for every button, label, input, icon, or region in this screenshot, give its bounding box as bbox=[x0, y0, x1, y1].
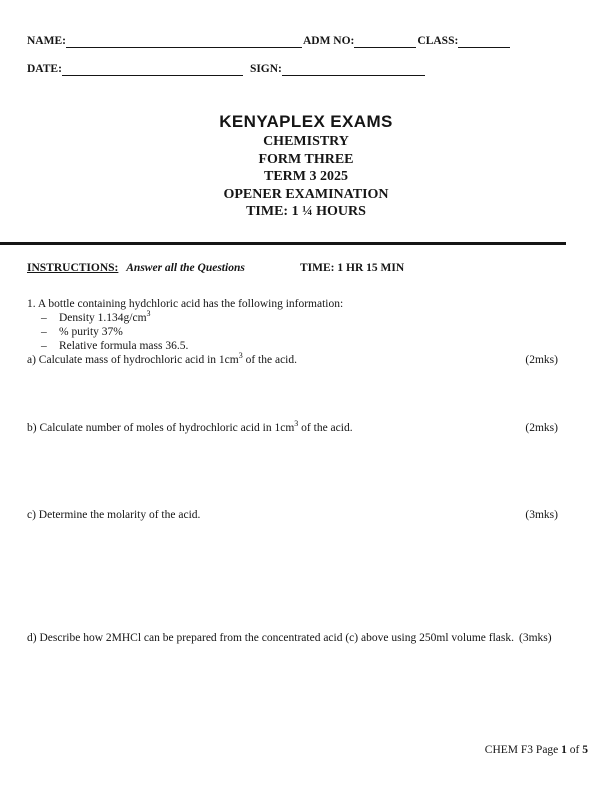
name-label: NAME: bbox=[27, 35, 66, 47]
question-1c-text: c) Determine the molarity of the acid. bbox=[27, 509, 201, 521]
question-1b-text bbox=[27, 421, 353, 435]
question-1b-row bbox=[27, 421, 558, 435]
bullet-density-superscript: 3 bbox=[146, 309, 151, 319]
question-1b-superscript: 3 bbox=[294, 419, 299, 429]
date-label: DATE: bbox=[27, 63, 62, 75]
instructions-line bbox=[27, 261, 585, 275]
exam-board-title: KENYAPLEX EXAMS bbox=[219, 112, 393, 131]
instructions-text: Answer all the Questions bbox=[126, 262, 245, 274]
bullet-density-text: Density 1.134g/cm bbox=[59, 312, 147, 324]
question-1-block bbox=[27, 297, 572, 353]
term-title: TERM 3 2025 bbox=[264, 169, 348, 184]
question-1c-row bbox=[27, 508, 558, 522]
divider-rule bbox=[0, 242, 566, 245]
page-footer bbox=[485, 744, 588, 756]
question-1a-text bbox=[27, 353, 297, 367]
class-blank-line bbox=[458, 35, 510, 48]
bullet-purity-text: % purity 37% bbox=[59, 326, 123, 338]
dash-bullet-icon: – bbox=[41, 312, 47, 324]
student-info-row-2 bbox=[27, 63, 425, 76]
question-1a-marks: (2mks) bbox=[525, 354, 558, 366]
title-block bbox=[0, 112, 612, 221]
question-1d-marks: (3mks) bbox=[519, 632, 552, 644]
question-1a-text-post: of the acid. bbox=[242, 354, 298, 366]
adm-no-blank-line bbox=[354, 35, 416, 48]
question-1-intro: 1. A bottle containing hydchloric acid has the following information: bbox=[27, 298, 344, 310]
footer-page-number: 1 bbox=[561, 744, 567, 756]
sign-blank-line bbox=[282, 63, 425, 76]
footer-total-pages: 5 bbox=[582, 744, 588, 756]
bullet-purity bbox=[27, 325, 572, 339]
class-label: CLASS: bbox=[417, 35, 459, 47]
time-allowed-title: TIME: 1 ¼ HOURS bbox=[246, 204, 366, 219]
footer-of-text: of bbox=[566, 744, 583, 756]
time-allocation-text: TIME: 1 HR 15 MIN bbox=[300, 262, 405, 274]
bullet-formula-mass-text: Relative formula mass 36.5. bbox=[59, 340, 189, 352]
dash-bullet-icon: – bbox=[41, 326, 47, 338]
question-1b-text-pre: b) Calculate number of moles of hydrochloric acid in 1cm bbox=[27, 422, 295, 434]
instructions-label: INSTRUCTIONS: bbox=[27, 262, 119, 274]
name-blank-line bbox=[66, 35, 302, 48]
question-1a-superscript: 3 bbox=[238, 351, 243, 361]
date-blank-line bbox=[62, 63, 243, 76]
question-1d-row bbox=[27, 631, 563, 645]
adm-no-label: ADM NO: bbox=[302, 35, 355, 47]
student-info-row-1 bbox=[27, 35, 510, 48]
question-1d-text: d) Describe how 2MHCl can be prepared from the concentrated acid (c) above using 250ml volume flask. bbox=[27, 632, 514, 644]
question-1b-text-post: of the acid. bbox=[298, 422, 353, 434]
bullet-density bbox=[27, 311, 572, 325]
sign-label: SIGN: bbox=[249, 63, 282, 75]
question-1b-marks: (2mks) bbox=[525, 422, 558, 434]
bullet-formula-mass bbox=[27, 339, 572, 353]
question-1a-row bbox=[27, 353, 558, 367]
dash-bullet-icon: – bbox=[41, 340, 47, 352]
form-title: FORM THREE bbox=[258, 151, 354, 167]
footer-doc-label: CHEM F3 Page bbox=[484, 744, 562, 756]
question-1a-text-pre: a) Calculate mass of hydrochloric acid in 1cm bbox=[27, 354, 239, 366]
exam-type-title: OPENER EXAMINATION bbox=[223, 186, 389, 202]
subject-title: CHEMISTRY bbox=[263, 134, 349, 149]
question-1c-marks: (3mks) bbox=[525, 509, 558, 521]
